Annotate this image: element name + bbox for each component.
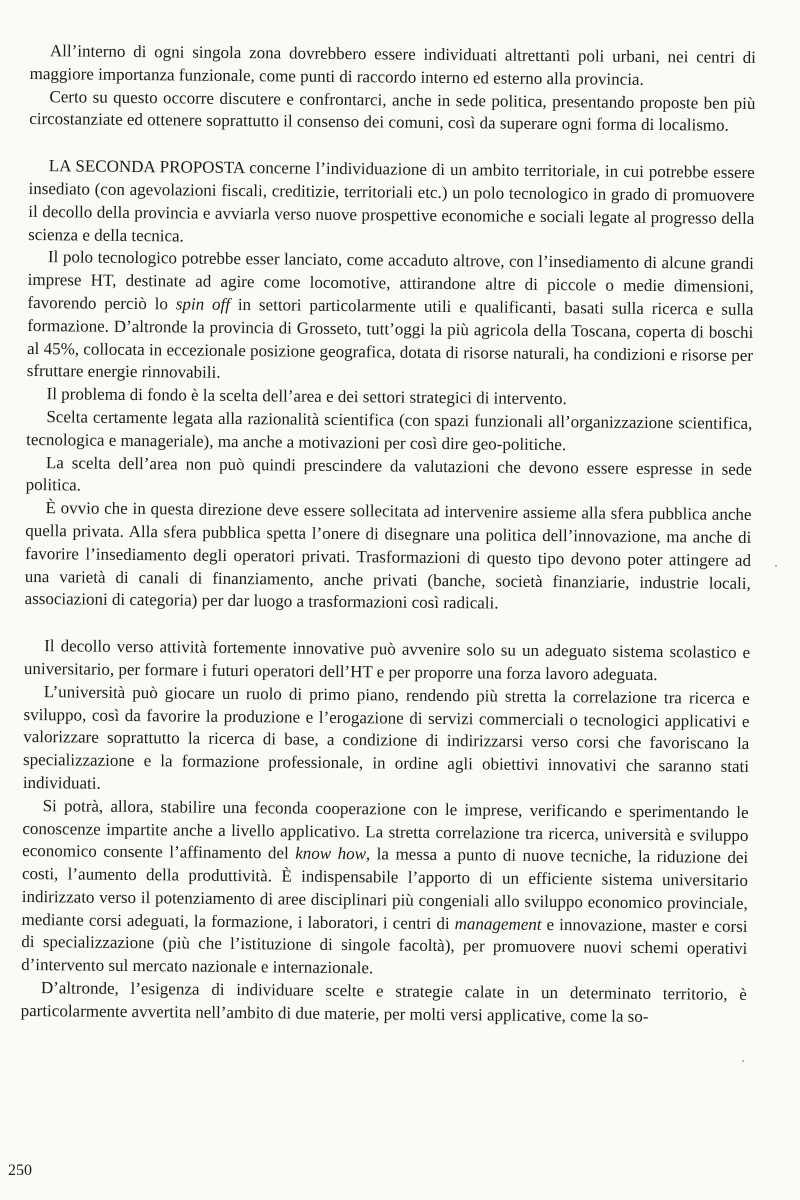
- paragraph-text: LA SECONDA PROPOSTA concerne l’individuazione di un ambito territoriale, in cui potrebbe essere insediato (con agevolazioni fiscali, creditizie, territoriali etc.) un polo tecnologico in grado di promuovere il decollo della provincia e avviarla verso nuove prospettive economiche e sociali legate al progresso della scienza e della tecnica.: [28, 156, 755, 246]
- paragraph: [26, 452, 752, 505]
- paragraph-text: L’università può giocare un ruolo di primo piano, rendendo più stretta la correlazione tra ricerca e sviluppo, così da favorire la produzione e l’erogazione di servizi commerciali o tecnologici applicativi e valorizzare soprattutto la ricerca di base, a condizione di indirizzarsi verso corsi che favoriscano la specializzazione e la formazione professionale, in ordine agli obiettivi innovativi che saranno stati individuati.: [22, 681, 750, 793]
- paragraph-text: La scelta dell’area non può quindi prescindere da valutazioni che devono essere espresse in sede politica.: [25, 452, 753, 495]
- emphasized-term: know how: [295, 843, 367, 864]
- paragraph-text: Il problema di fondo è la scelta dell’area e dei settori strategici di intervento.: [46, 384, 567, 409]
- scan-speck: [742, 1060, 744, 1062]
- paragraph-text: Il decollo verso attività fortemente innovative può avvenire solo su un adeguato sistema scolastico e universitario, per formare i futuri operatori dell’HT e per proporre una forza lavoro adeguata.: [23, 636, 751, 684]
- scan-speck: [775, 565, 777, 567]
- emphasized-term: management: [454, 913, 542, 934]
- paragraph: [28, 155, 755, 253]
- paragraph-text: Si potrà, allora, stabilire una feconda cooperazione con le imprese, verificando e sperimentando le conoscenze impartite anche a livello applicativo. La stretta correlazione tra ricerca, università e sviluppo economico consente l’affinamento del: [22, 795, 749, 863]
- paragraph: [21, 795, 749, 984]
- paragraph: [23, 681, 750, 802]
- paragraph: [26, 406, 752, 459]
- paragraph-text: e innovazione, master e corsi di specializzazione (più che l’istituzione di singole facoltà), per promuovere nuovi schemi operativi d’intervento sul mercato nazionale e internazionale.: [21, 914, 748, 978]
- paragraph: [30, 40, 756, 93]
- paragraph: [21, 977, 747, 1030]
- paragraph-text: All’interno di ogni singola zona dovrebbero essere individuati altrettanti poli urbani, nei centri di maggiore importanza funzionale, come punti di raccordo interno ed esterno alla provincia.: [29, 41, 756, 89]
- paragraph: [27, 246, 754, 390]
- paragraph-text: in settori particolarmente utili e qualificanti, basati sulla ricerca e sulla formazione. D’altronde la provincia di Grosseto, tutt’oggi la più agricola della Toscana, coperta di boschi al 45%, collocata in eccezionale posizione geografica, dotata di risorse naturali, ha condizioni e risorse per sfruttare energie rinnovabili.: [26, 294, 754, 383]
- paragraph-text: Certo su questo occorre discutere e confrontarci, anche in sede politica, presentando proposte ben più circostanziate ed ottenere soprattutto il consenso dei comuni, così da superare ogni forma di localismo.: [29, 86, 756, 136]
- page-body: [21, 40, 756, 1030]
- paragraph-text: È ovvio che in questa direzione deve essere sollecitata ad intervenire assieme alla sfera pubblica anche quella privata. Alla sfera pubblica spetta l’onere di disegnare una politica dell’innovazione, ma anche di favorire l’insediamento degli operatori privati. Trasformazioni di questo tipo devono poter attingere ad una varietà di canali di finanziamento, anche privati (banche, società finanziarie, industrie locali, associazioni di categoria) per dar luogo a trasformazioni così radicali.: [24, 498, 752, 613]
- paragraph-text: Il polo tecnologico potrebbe esser lanciato, come accaduto altrove, con l’insediamento di alcune grandi imprese HT, destinate ad agire come locomotive, attirandone altre di piccole o medie dimensioni, favorendo perciò lo: [27, 247, 754, 314]
- paragraph-text: , la messa a punto di nuove tecniche, la riduzione dei costi, l’aumento della produttività. È indispensabile l’apporto di un efficiente sistema universitario indirizzato verso il potenziamento di aree disciplinari più congeniali allo sviluppo economico provinciale, mediante corsi adeguati, la formazione, i laboratori, i centri di: [21, 844, 749, 933]
- paragraph-text: D’altronde, l’esigenza di individuare scelte e strategie calate in un determinato territorio, è particolarmente avvertita nell’ambito di due materie, per molti versi applicative, come la so-: [20, 978, 747, 1026]
- paragraph: [29, 86, 755, 139]
- paragraph-text: Scelta certamente legata alla razionalità scientifica (con spazi funzionali all’organizzazione scientifica, tecnologica e manageriale), ma anche a motivazioni per così dire geo-politiche.: [26, 407, 753, 454]
- page-number: 250: [8, 1162, 32, 1179]
- paragraph: [24, 635, 750, 688]
- paragraph: [25, 497, 752, 618]
- emphasized-term: spin off: [175, 294, 231, 314]
